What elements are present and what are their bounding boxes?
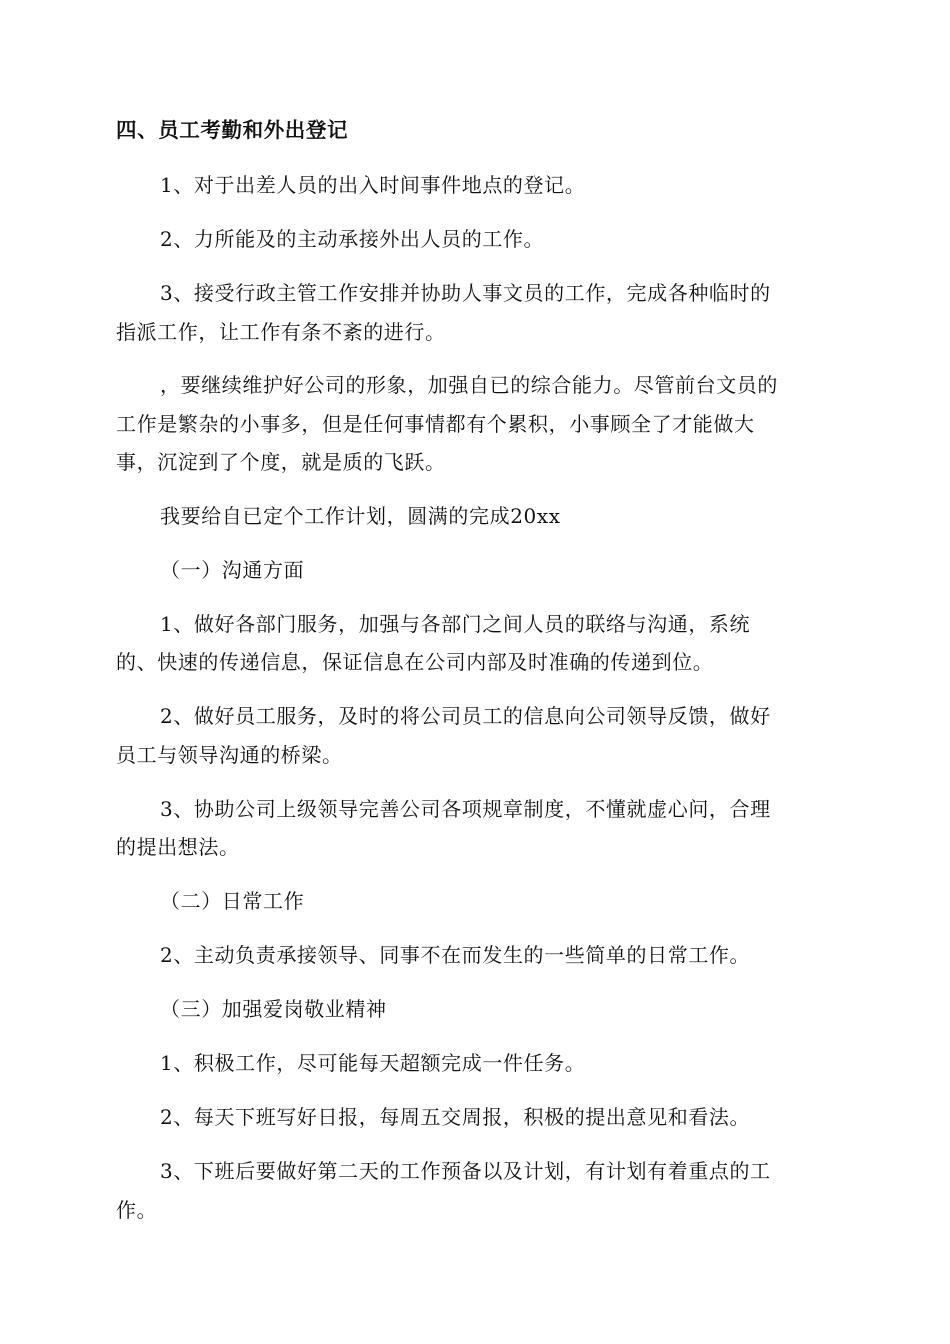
text-line: 1、做好各部门服务，加强与各部门之间人员的联络与沟通，系统: [160, 612, 751, 636]
subsection-heading: （三）加强爱岗敬业精神: [160, 997, 387, 1021]
text-line: 员工与领导沟通的桥梁。: [116, 743, 343, 767]
section-heading: 四、员工考勤和外出登记: [116, 118, 349, 142]
text-line: 事，沉淀到了个度，就是质的飞跃。: [116, 450, 446, 474]
text-line: 3、接受行政主管工作安排并协助人事文员的工作，完成各种临时的: [160, 281, 771, 305]
text-line: 我要给自已定个工作计划，圆满的完成20xx: [160, 504, 561, 528]
text-line: 的提出想法。: [116, 835, 240, 859]
text-line: 作。: [116, 1198, 158, 1222]
text-line: 工作是繁杂的小事多，但是任何事情都有个累积，小事顾全了才能做大: [116, 412, 755, 436]
text-line: 1、对于出差人员的出入时间事件地点的登记。: [160, 173, 586, 197]
text-line: 3、下班后要做好第二天的工作预备以及计划，有计划有着重点的工: [160, 1159, 771, 1183]
text-line: 2、每天下班写好日报，每周五交周报，积极的提出意见和看法。: [160, 1105, 751, 1129]
subsection-heading: （二）日常工作: [160, 889, 305, 913]
text-line: 2、主动负责承接领导、同事不在而发生的一些简单的日常工作。: [160, 943, 751, 967]
subsection-heading: （一）沟通方面: [160, 558, 305, 582]
text-line: 的、快速的传递信息，保证信息在公司内部及时准确的传递到位。: [116, 650, 714, 674]
text-line: 1、积极工作，尽可能每天超额完成一件任务。: [160, 1051, 586, 1075]
text-line: 2、力所能及的主动承接外出人员的工作。: [160, 227, 545, 251]
text-line: ，要继续维护好公司的形象，加强自已的综合能力。尽管前台文员的: [160, 373, 778, 397]
text-line: 3、协助公司上级领导完善公司各项规章制度，不懂就虚心问，合理: [160, 797, 771, 821]
text-line: 指派工作，让工作有条不紊的进行。: [116, 320, 446, 344]
text-line: 2、做好员工服务，及时的将公司员工的信息向公司领导反馈，做好: [160, 704, 771, 728]
